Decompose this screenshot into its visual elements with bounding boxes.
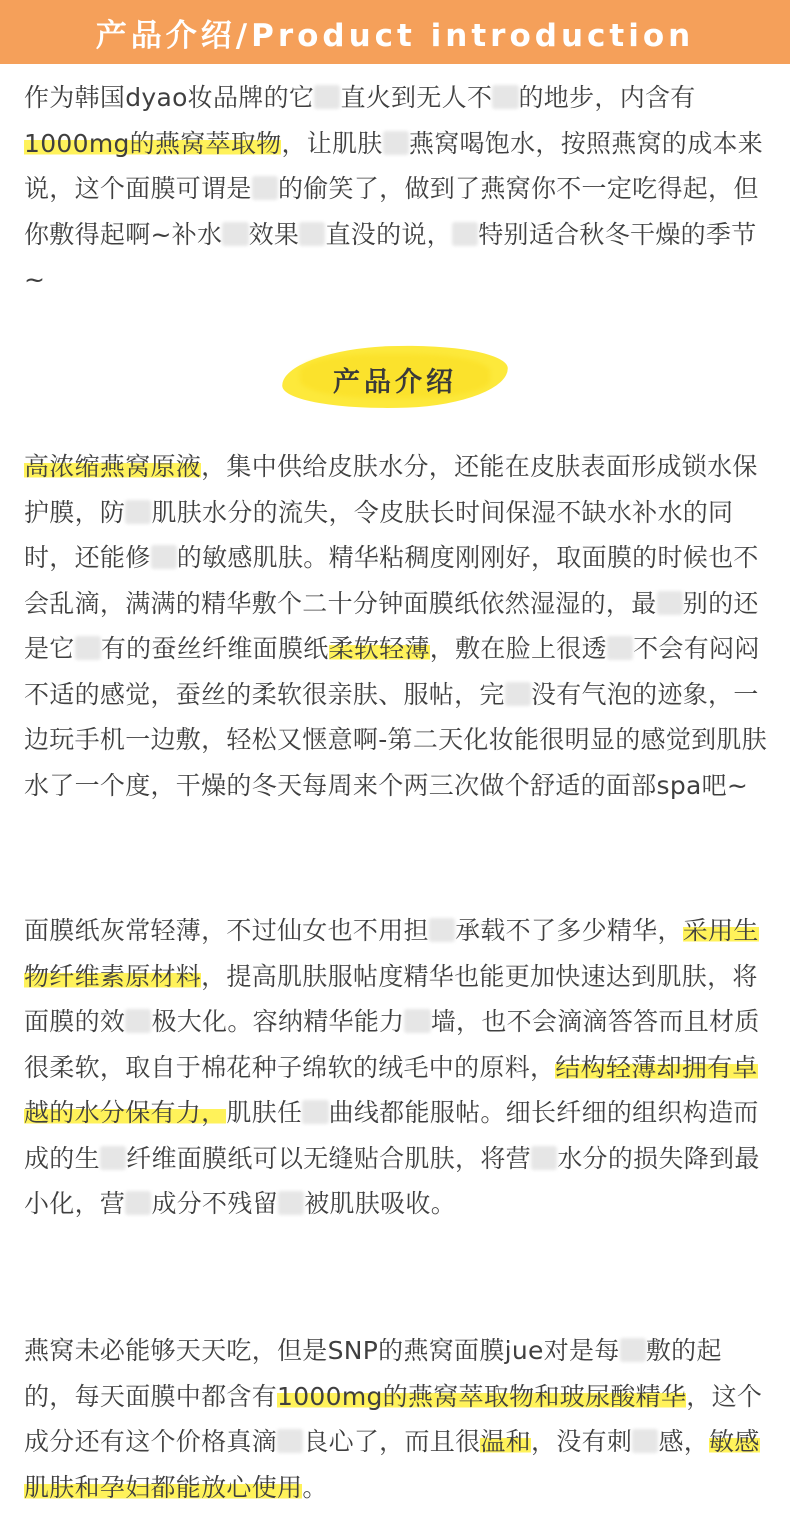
paragraph-text: 有的蚕丝纤维面膜纸 xyxy=(100,634,329,663)
paragraph-text: 的地步，内含有 xyxy=(518,83,696,112)
highlighted-text: 1000mg的燕窝萃取物和玻尿酸精华 xyxy=(277,1381,687,1411)
paragraph-text: 肌肤任 xyxy=(226,1098,303,1127)
paragraph-text: ，这个成分还有这个价格真滴 xyxy=(24,1381,763,1456)
paragraph-text: ，没有刺 xyxy=(530,1427,633,1456)
redacted-text xyxy=(125,1191,151,1215)
paragraph-text: ，提高肌肤服帖度精华也能更加快速达到肌肤，将面膜的效 xyxy=(24,961,758,1036)
paragraph-text: 极大化。容纳精华能力 xyxy=(151,1007,405,1036)
paragraph-text: 不会有闷闷不适的感觉，蚕丝的柔软很亲肤、服帖，完 xyxy=(24,634,760,709)
redacted-text xyxy=(75,636,101,660)
redacted-text xyxy=(302,1100,328,1124)
redacted-text xyxy=(278,1191,304,1215)
paragraph-text: 面膜纸灰常轻薄，不过仙女也不用担 xyxy=(24,916,429,945)
redacted-text xyxy=(492,85,518,109)
paragraph-text: 被肌肤吸收。 xyxy=(304,1189,457,1218)
redacted-text xyxy=(252,176,278,200)
paragraph-text: 承载不了多少精华， xyxy=(455,916,683,945)
paragraph-text: 纤维面膜纸可以无缝贴合肌肤，将营 xyxy=(126,1143,531,1173)
paragraph-text: ，敷在脸上很透 xyxy=(429,634,607,663)
paragraph-text: 燕窝喝饱水，按照燕窝的成本来说，这个面膜可谓是 xyxy=(24,128,764,203)
paragraph-text: 的敏感肌肤。精华粘稠度刚刚好，取面膜的时候也不会乱滴，满满的精华敷个二十分钟面膜纸依然湿湿的，最 xyxy=(24,543,759,618)
header-title: 产品介绍/Product introduction xyxy=(95,17,695,54)
paragraph-text: 没有气泡的迹象，一边玩手机一边敷，轻松又惬意啊-第二天化妆能很明显的感觉到肌肤水了一个度，干燥的冬天每周来个两三次做个舒适的面部spa吧~ xyxy=(24,679,768,800)
highlighted-text: 柔软轻薄 xyxy=(328,634,430,663)
paragraph-text: 墙，也不会滴滴答答而且材质很柔软，取自于棉花种子绵软的绒毛中的原料， xyxy=(24,1007,760,1082)
paragraph-text: 燕窝未必能够天天吃，但是SNP的燕窝面膜jue对是每 xyxy=(24,1336,620,1365)
redacted-text xyxy=(429,918,455,942)
redacted-text xyxy=(125,1009,151,1033)
highlighted-text: 温和 xyxy=(480,1427,531,1456)
ingredient-paragraph xyxy=(24,1328,772,1510)
redacted-text xyxy=(151,545,177,569)
highlighted-text: 高浓缩燕窝原液 xyxy=(24,452,202,481)
paragraph-text: 肌肤水分的流失，令皮肤长时间保湿不缺水补水的同时，还能修 xyxy=(24,497,734,572)
paragraph-text: ，让肌肤 xyxy=(281,128,383,158)
redacted-text xyxy=(222,222,248,246)
redacted-text xyxy=(383,131,409,155)
paragraph-text: 感， xyxy=(658,1427,710,1456)
paragraph-text: 曲线都能服帖。细长纤细的组织构造而成的生 xyxy=(24,1098,759,1173)
paragraph-text: 敷的起的，每天面膜中都含有 xyxy=(24,1336,722,1411)
paragraph-text: 效果 xyxy=(248,219,300,249)
redacted-text xyxy=(505,682,531,706)
redacted-text xyxy=(277,1429,303,1453)
highlighted-text: 采用生物纤维素原材料 xyxy=(24,916,759,991)
redacted-text xyxy=(299,222,325,246)
paragraph-text: 直火到无人不 xyxy=(340,83,493,112)
paragraph-text: 的偷笑了，做到了燕窝你不一定吃得起，但你敷得起啊~补水 xyxy=(24,174,759,249)
redacted-text xyxy=(100,1146,126,1170)
highlighted-text: 1000mg的燕窝萃取物 xyxy=(24,128,282,158)
redacted-text xyxy=(607,636,633,660)
redacted-text xyxy=(314,85,340,109)
paragraph-text: 别的还是它 xyxy=(24,588,759,663)
redacted-text xyxy=(452,222,478,246)
section-heading xyxy=(0,338,790,418)
redacted-text xyxy=(632,1429,658,1453)
paragraph-text: 作为韩国dyao妆品牌的它 xyxy=(24,83,315,112)
paragraph-text: 成分不残留 xyxy=(151,1189,278,1218)
paragraph-text: 。 xyxy=(302,1472,328,1502)
section-title: 产品介绍 xyxy=(333,367,457,398)
redacted-text xyxy=(404,1009,430,1033)
highlighted-text: 敏感肌肤和孕妇都能放心使用 xyxy=(24,1427,760,1502)
paragraph-text: 良心了，而且很 xyxy=(303,1427,481,1456)
intro-paragraph xyxy=(24,75,772,303)
essence-paragraph xyxy=(24,444,772,808)
paragraph-text: ，集中供给皮肤水分，还能在皮肤表面形成锁水保护膜，防 xyxy=(24,452,758,527)
redacted-text xyxy=(125,500,151,524)
redacted-text xyxy=(657,591,683,615)
redacted-text xyxy=(531,1146,557,1170)
sheet-material-paragraph xyxy=(24,908,772,1227)
highlighted-text: 结构轻薄却拥有卓越的水分保有力， xyxy=(24,1052,758,1127)
redacted-text xyxy=(620,1338,646,1362)
paragraph-text: 特别适合秋冬干燥的季节~ xyxy=(24,219,757,294)
paragraph-text: 水分的损失降到最小化，营 xyxy=(24,1143,760,1218)
header-banner xyxy=(0,0,790,64)
paragraph-text: 直没的说， xyxy=(325,219,452,249)
